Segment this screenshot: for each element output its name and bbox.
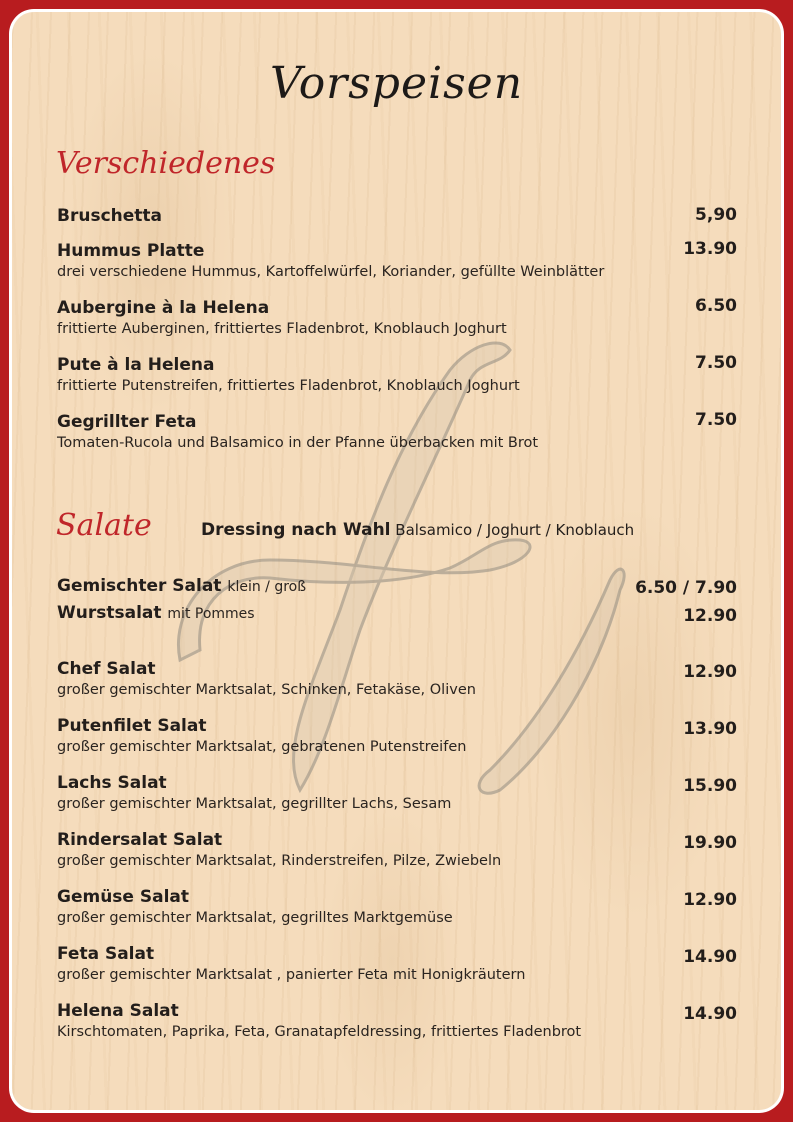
item-description: großer gemischter Marktsalat, Rinderstreifen, Pilze, Zwiebeln — [57, 853, 502, 869]
item-name: Bruschetta — [57, 206, 162, 226]
item-price: 13.90 — [683, 719, 737, 739]
item-price: 12.90 — [683, 606, 737, 626]
item-description: großer gemischter Marktsalat, gegrillter Lachs, Sesam — [57, 796, 452, 812]
item-name: Hummus Platte — [57, 241, 205, 261]
item-price: 6.50 / 7.90 — [635, 578, 737, 598]
item-name: Helena Salat — [57, 1001, 179, 1021]
item-description: drei verschiedene Hummus, Kartoffelwürfel, Koriander, gefüllte Weinblätter — [57, 264, 605, 280]
menu-item — [57, 944, 737, 983]
menu-item — [57, 298, 737, 337]
menu-item — [57, 773, 737, 812]
item-price: 7.50 — [695, 353, 737, 373]
item-name: Wurstsalat — [57, 603, 162, 623]
menu-item — [57, 887, 737, 926]
item-name: Feta Salat — [57, 944, 155, 964]
item-price: 13.90 — [683, 239, 737, 259]
section-heading-verschiedenes: Verschiedenes — [56, 146, 276, 181]
item-price: 12.90 — [683, 890, 737, 910]
item-description: Kirschtomaten, Paprika, Feta, Granatapfeldressing, frittiertes Fladenbrot — [57, 1024, 582, 1040]
item-name: Rindersalat Salat — [57, 830, 223, 850]
item-description: großer gemischter Marktsalat, Schinken, Fetakäse, Oliven — [57, 682, 476, 698]
item-description: großer gemischter Marktsalat, gebratenen Putenstreifen — [57, 739, 467, 755]
menu-item — [57, 412, 737, 451]
menu-item — [57, 241, 737, 280]
item-price: 7.50 — [695, 410, 737, 430]
item-price: 6.50 — [695, 296, 737, 316]
menu-item — [57, 830, 737, 869]
dressing-options: Balsamico / Joghurt / Knoblauch — [395, 521, 635, 539]
item-note: mit Pommes — [167, 606, 255, 622]
item-price: 12.90 — [683, 662, 737, 682]
menu-item — [57, 659, 737, 698]
item-description: Tomaten-Rucola und Balsamico in der Pfanne überbacken mit Brot — [57, 435, 539, 451]
item-description: frittierte Auberginen, frittiertes Fladenbrot, Knoblauch Joghurt — [57, 321, 507, 337]
menu-item — [57, 716, 737, 755]
item-description: großer gemischter Marktsalat, gegrilltes Marktgemüse — [57, 910, 453, 926]
item-note: klein / groß — [227, 579, 307, 595]
item-price: 5,90 — [695, 205, 737, 225]
dressing-note — [201, 520, 634, 540]
dressing-label: Dressing nach Wahl — [201, 520, 391, 540]
page-title: Vorspeisen — [269, 58, 524, 109]
item-name: Putenfilet Salat — [57, 716, 207, 736]
menu-item — [57, 355, 737, 394]
item-name: Chef Salat — [57, 659, 156, 679]
item-price: 19.90 — [683, 833, 737, 853]
section-heading-salate: Salate — [56, 508, 152, 543]
item-name: Pute à la Helena — [57, 355, 215, 375]
item-name: Gegrillter Feta — [57, 412, 197, 432]
menu-item — [57, 206, 737, 226]
item-price: 14.90 — [683, 947, 737, 967]
item-name: Aubergine à la Helena — [57, 298, 270, 318]
menu-item — [57, 603, 737, 623]
item-name: Gemischter Salat — [57, 576, 222, 596]
item-price: 14.90 — [683, 1004, 737, 1024]
item-description: frittierte Putenstreifen, frittiertes Fladenbrot, Knoblauch Joghurt — [57, 378, 520, 394]
item-price: 15.90 — [683, 776, 737, 796]
item-name: Lachs Salat — [57, 773, 167, 793]
menu-item — [57, 1001, 737, 1040]
item-description: großer gemischter Marktsalat , panierter Feta mit Honigkräutern — [57, 967, 526, 983]
item-name: Gemüse Salat — [57, 887, 190, 907]
